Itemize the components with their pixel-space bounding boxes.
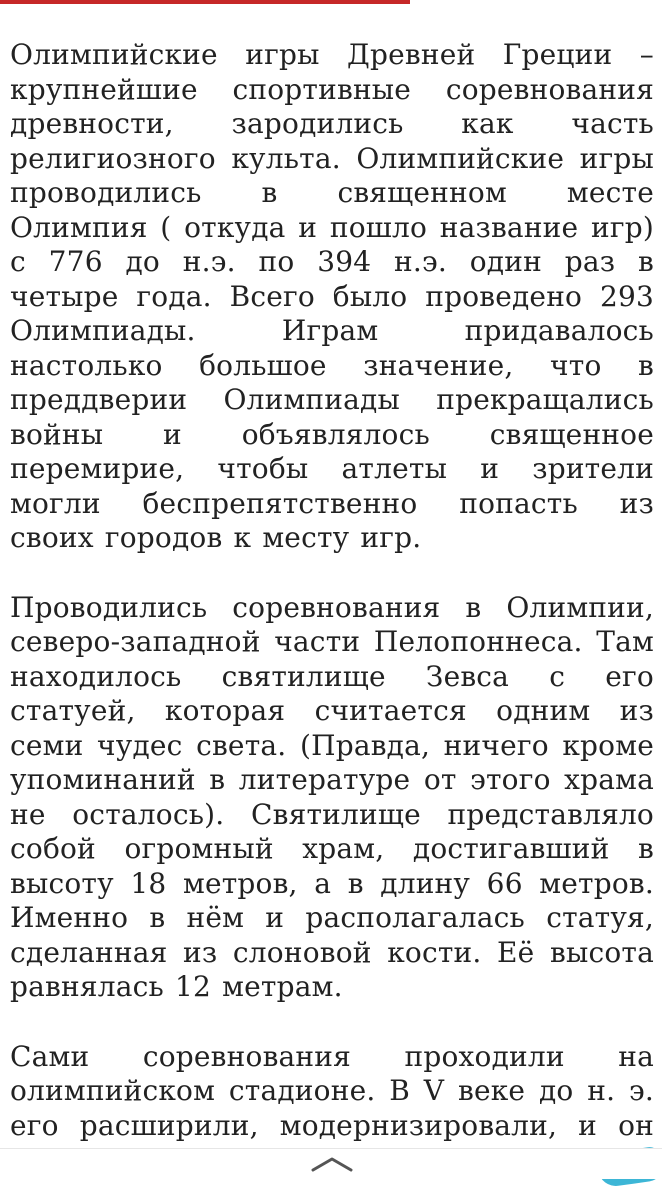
chevron-up-icon[interactable] (310, 1156, 354, 1172)
bottom-expand-bar[interactable] (0, 1148, 662, 1179)
article-paragraph-2: Проводились соревнования в Олимпии, северо-западной части Пелопоннеса. Там находилось святилище Зевса с его статуей, которая считается одним из семи чудес света. (Правда, ничего кроме упоминаний в литературе от этого храма не осталось). Святилище представляло собой огромный храм, достигавший в высоту 18 метров, а в длину 66 метров. Именно в нём и располагалась статуя, сделанная из слоновой кости. Её высота равнялась 12 метрам. (10, 590, 654, 1003)
article-body (10, 38, 654, 1178)
top-accent-strip (0, 0, 410, 4)
article-paragraph-1: Олимпийские игры Древней Греции – крупнейшие спортивные соревнования древности, зародились как часть религиозного культа. Олимпийские игры проводились в священном месте Олимпия ( откуда и пошло название игр) с 776 до н.э. по 394 н.э. один раз в четыре года. Всего было проведено 293 Олимпиады. Играм придавалось настолько большое значение, что в преддверии Олимпиады прекращались войны и объявлялось священное перемирие, чтобы атлеты и зрители могли беспрепятственно попасть из своих городов к месту игр. (10, 38, 654, 554)
article-paragraph-3: Сами соревнования проходили на олимпийском стадионе. В V веке до н. э. его расширили, модернизировали, и он (10, 1039, 654, 1142)
